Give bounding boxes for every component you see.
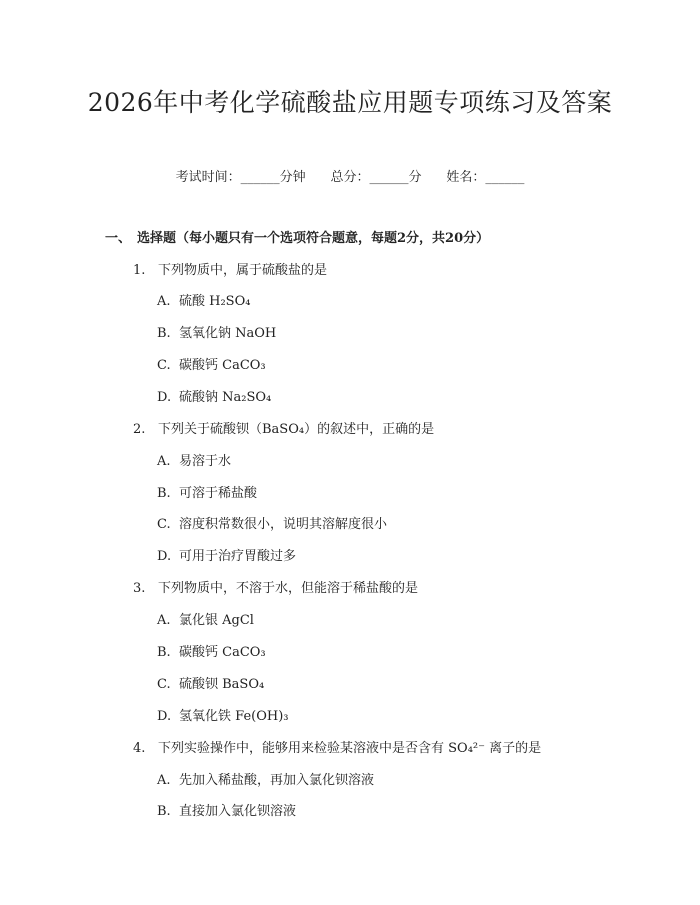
option-text: 氢氧化铁 Fe(OH)₃ <box>179 709 289 724</box>
option-letter: B. <box>157 804 171 819</box>
time-blank: ______ <box>240 170 280 185</box>
question-text: 下列物质中，不溶于水，但能溶于稀盐酸的是 <box>158 581 419 596</box>
option-text: 碳酸钙 CaCO₃ <box>179 645 266 660</box>
question-number: 1. <box>133 263 146 278</box>
score-unit: 分 <box>408 170 422 185</box>
option-1b <box>157 324 276 344</box>
section-number: 一、 <box>105 231 132 246</box>
option-text: 易溶于水 <box>179 454 232 469</box>
option-4a <box>157 771 374 791</box>
option-text: 氯化银 AgCl <box>179 613 254 628</box>
option-1d <box>157 388 271 408</box>
option-text: 硫酸 H₂SO₄ <box>179 294 251 309</box>
option-text: 硫酸钠 Na₂SO₄ <box>179 390 272 405</box>
option-letter: A. <box>157 773 171 788</box>
option-letter: D. <box>157 549 172 564</box>
option-letter: A. <box>157 454 171 469</box>
score-label: 总分： <box>330 170 370 185</box>
option-text: 可用于治疗胃酸过多 <box>179 549 297 564</box>
question-text: 下列物质中，属于硫酸盐的是 <box>158 263 328 278</box>
name-label: 姓名： <box>446 170 486 185</box>
option-letter: C. <box>157 358 171 373</box>
option-letter: B. <box>157 326 171 341</box>
option-3d <box>157 707 289 727</box>
option-2b <box>157 484 257 504</box>
option-text: 溶度积常数很小，说明其溶解度很小 <box>179 517 388 532</box>
question-2 <box>133 420 434 440</box>
question-text: 下列实验操作中，能够用来检验某溶液中是否含有 SO₄²⁻ 离子的是 <box>158 741 542 756</box>
score-blank: ______ <box>369 170 409 185</box>
option-text: 可溶于稀盐酸 <box>179 486 258 501</box>
option-2a <box>157 452 231 472</box>
option-letter: A. <box>157 613 171 628</box>
question-number: 4. <box>133 741 146 756</box>
option-text: 碳酸钙 CaCO₃ <box>179 358 266 373</box>
option-3a <box>157 611 254 631</box>
option-1a <box>157 292 250 312</box>
exam-info-line <box>0 168 700 188</box>
option-letter: C. <box>157 677 171 692</box>
option-letter: B. <box>157 645 171 660</box>
time-unit: 分钟 <box>279 170 306 185</box>
option-text: 先加入稀盐酸，再加入氯化钡溶液 <box>179 773 375 788</box>
question-number: 2. <box>133 422 146 437</box>
option-text: 直接加入氯化钡溶液 <box>179 804 297 819</box>
question-4 <box>133 739 541 759</box>
option-3c <box>157 675 264 695</box>
question-1 <box>133 261 327 281</box>
question-3 <box>133 579 418 599</box>
option-letter: C. <box>157 517 171 532</box>
page-title: 2026年中考化学硫酸盐应用题专项练习及答案 <box>87 88 613 117</box>
section-heading <box>105 229 489 249</box>
time-label: 考试时间： <box>175 170 241 185</box>
question-number: 3. <box>133 581 146 596</box>
option-1c <box>157 356 266 376</box>
option-4b <box>157 802 296 822</box>
option-letter: B. <box>157 486 171 501</box>
option-letter: D. <box>157 390 172 405</box>
name-blank: ______ <box>485 170 525 185</box>
option-3b <box>157 643 266 663</box>
option-2c <box>157 515 387 535</box>
option-text: 氢氧化钠 NaOH <box>179 326 277 341</box>
option-letter: D. <box>157 709 172 724</box>
option-letter: A. <box>157 294 171 309</box>
option-text: 硫酸钡 BaSO₄ <box>179 677 265 692</box>
section-title: 选择题（每小题只有一个选项符合题意，每题2分，共20分） <box>137 231 490 246</box>
option-2d <box>157 547 296 567</box>
question-text: 下列关于硫酸钡（BaSO₄）的叙述中，正确的是 <box>158 422 435 437</box>
